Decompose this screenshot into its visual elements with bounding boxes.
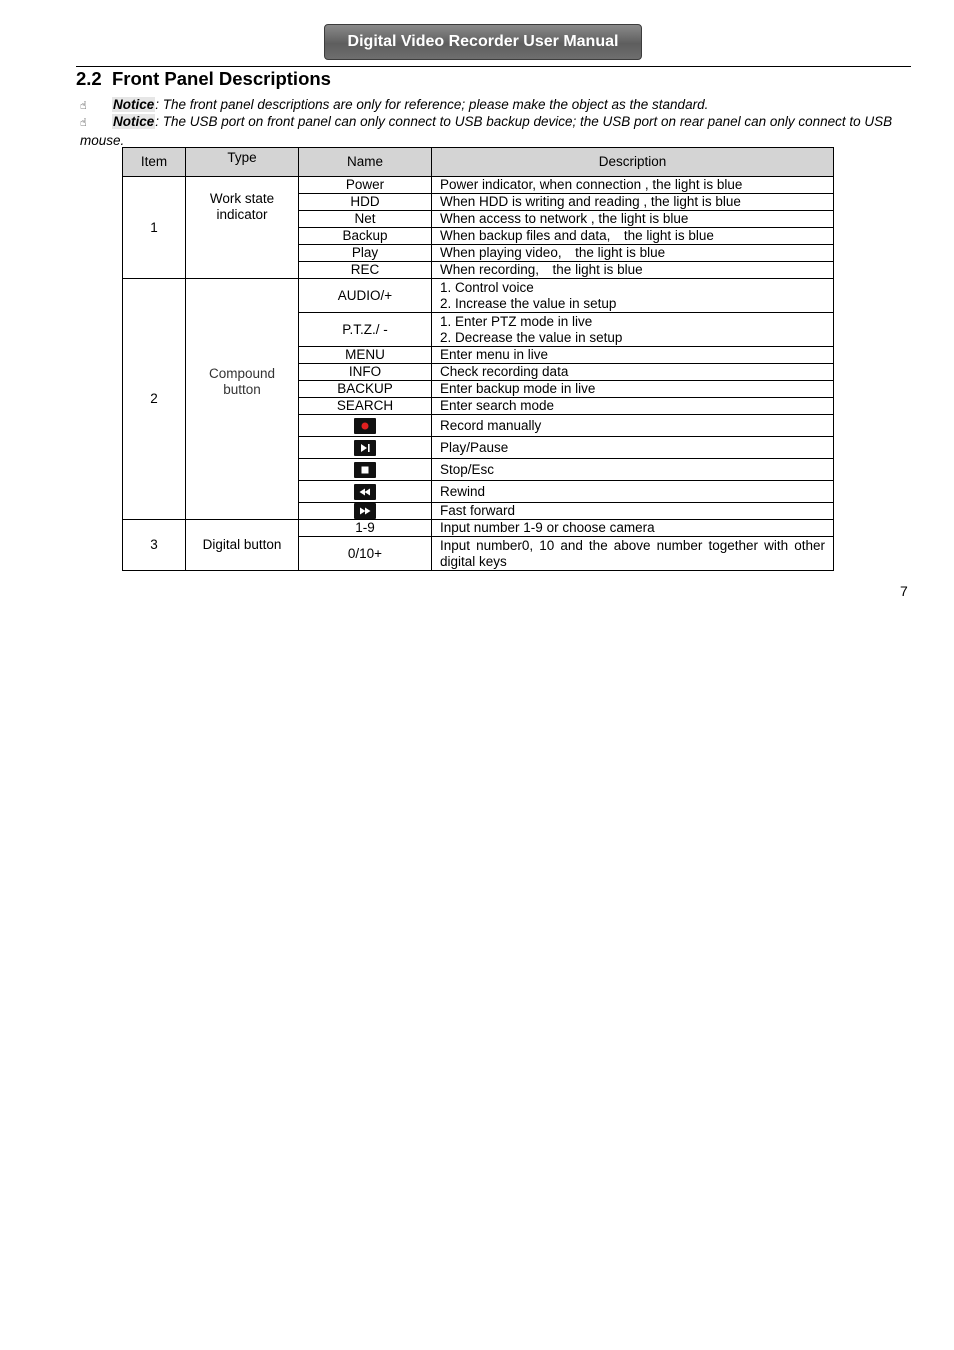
notice-text: : The front panel descriptions are only for reference; please make the object as the standard.	[155, 97, 709, 112]
record-icon	[354, 418, 376, 434]
type-line: Compound	[208, 366, 276, 382]
header-banner: Digital Video Recorder User Manual	[324, 24, 642, 60]
item-number: 2	[123, 279, 186, 520]
description-cell: Power indicator, when connection , the light is blue	[432, 177, 834, 194]
description-cell: Record manually	[432, 415, 834, 437]
name-cell: INFO	[299, 364, 432, 381]
description-cell: Enter menu in live	[432, 347, 834, 364]
hand-pointer-icon: ☝	[80, 117, 87, 129]
header-rule	[76, 66, 911, 67]
section-number: 2.2	[76, 68, 102, 89]
type-cell	[186, 177, 299, 279]
header-type: Type	[186, 148, 299, 177]
front-panel-table	[122, 147, 834, 571]
name-cell: Play	[299, 245, 432, 262]
description-cell	[432, 279, 834, 313]
name-cell	[299, 481, 432, 503]
description-cell: Input number 1-9 or choose camera	[432, 520, 834, 537]
description-cell: When access to network , the light is blue	[432, 211, 834, 228]
name-cell: BACKUP	[299, 381, 432, 398]
description-cell: Play/Pause	[432, 437, 834, 459]
type-line: button	[223, 382, 261, 398]
hand-pointer-icon: ☝	[80, 100, 87, 112]
description-cell: Stop/Esc	[432, 459, 834, 481]
name-cell	[299, 437, 432, 459]
notice-text: : The USB port on front panel can only connect to USB backup device; the USB port on rear panel can only connect to USB mouse.	[80, 114, 893, 148]
header-item: Item	[123, 148, 186, 177]
description-cell: When backup files and data, the light is blue	[432, 228, 834, 245]
table-row	[123, 520, 834, 537]
name-cell: AUDIO/+	[299, 279, 432, 313]
name-cell: 0/10+	[299, 537, 432, 571]
description-line: 1. Control voice	[440, 279, 534, 295]
type-line: indicator	[216, 207, 268, 222]
description-cell: Enter search mode	[432, 398, 834, 415]
table-row	[123, 279, 834, 313]
notice-label: Notice	[113, 114, 155, 129]
table-header-row	[123, 148, 834, 177]
description-line: 2. Increase the value in setup	[440, 295, 617, 311]
name-cell: Net	[299, 211, 432, 228]
header-name: Name	[299, 148, 432, 177]
description-cell: Check recording data	[432, 364, 834, 381]
page-number: 7	[900, 583, 908, 599]
description-cell: Enter backup mode in live	[432, 381, 834, 398]
notice-2	[80, 113, 910, 149]
description-cell: When HDD is writing and reading , the light is blue	[432, 194, 834, 211]
name-cell: MENU	[299, 347, 432, 364]
description-cell: When recording, the light is blue	[432, 262, 834, 279]
description-cell: Input number0, 10 and the above number together with other digital keys	[432, 537, 834, 571]
play-pause-icon	[354, 440, 376, 456]
name-cell: HDD	[299, 194, 432, 211]
description-cell: Fast forward	[432, 503, 834, 520]
notice-label: Notice	[113, 97, 155, 112]
description-line: 1. Enter PTZ mode in live	[440, 313, 593, 329]
type-line: Work state	[209, 191, 275, 206]
name-cell	[299, 415, 432, 437]
section-title	[76, 68, 331, 90]
section-title-text: Front Panel Descriptions	[112, 68, 331, 89]
description-cell	[432, 313, 834, 347]
item-number: 3	[123, 520, 186, 571]
item-number: 1	[123, 177, 186, 279]
description-cell: Rewind	[432, 481, 834, 503]
header-description: Description	[432, 148, 834, 177]
type-cell	[186, 279, 299, 520]
type-cell: Digital button	[186, 520, 299, 571]
name-cell	[299, 503, 432, 520]
name-cell	[299, 459, 432, 481]
stop-icon	[354, 462, 376, 478]
table-row	[123, 177, 834, 194]
name-cell: REC	[299, 262, 432, 279]
fast-forward-icon	[354, 503, 376, 519]
description-cell: When playing video, the light is blue	[432, 245, 834, 262]
rewind-icon	[354, 484, 376, 500]
description-line: 2. Decrease the value in setup	[440, 329, 623, 345]
name-cell: 1-9	[299, 520, 432, 537]
name-cell: Power	[299, 177, 432, 194]
name-cell: Backup	[299, 228, 432, 245]
name-cell: SEARCH	[299, 398, 432, 415]
name-cell: P.T.Z./ -	[299, 313, 432, 347]
